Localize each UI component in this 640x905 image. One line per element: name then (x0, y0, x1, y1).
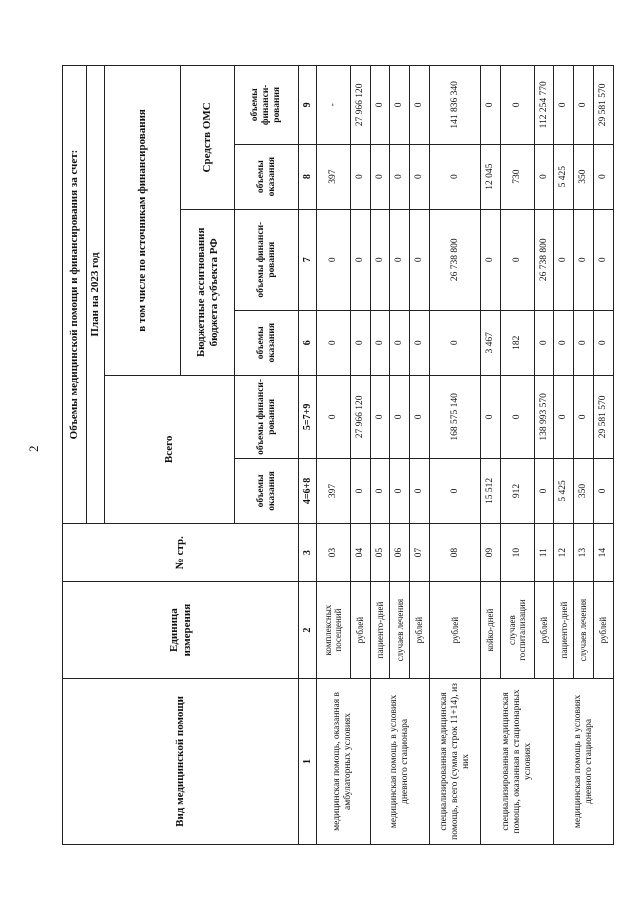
budget-financing-cell: 0 (481, 209, 501, 310)
oms-financing-cell: 0 (370, 66, 390, 145)
row-no-cell: 12 (554, 523, 574, 581)
index-cell: 4=6+8 (299, 458, 317, 523)
row-no-cell: 10 (500, 523, 534, 581)
total-financing-cell: 27 966 120 (350, 375, 370, 458)
index-cell: 8 (299, 144, 317, 209)
unit-cell: случаев лечения (574, 582, 594, 679)
index-cell: 6 (299, 310, 317, 375)
oms-financing-cell: 0 (481, 66, 501, 145)
oms-financing-cell: - (317, 66, 351, 145)
oms-provision-cell: 0 (390, 144, 410, 209)
oms-financing-cell: 29 581 570 (594, 66, 614, 145)
budget-provision-cell: 0 (594, 310, 614, 375)
oms-provision-cell: 5 425 (554, 144, 574, 209)
row-no-cell: 03 (317, 523, 351, 581)
oms-provision-cell: 0 (430, 144, 481, 209)
oms-financing-cell: 0 (574, 66, 594, 145)
oms-provision-cell: 12 045 (481, 144, 501, 209)
budget-financing-cell: 0 (554, 209, 574, 310)
budget-financing-cell: 0 (500, 209, 534, 310)
total-financing-cell: 0 (390, 375, 410, 458)
row-no-cell: 14 (594, 523, 614, 581)
total-provision-cell: 397 (317, 458, 351, 523)
total-provision-cell: 5 425 (554, 458, 574, 523)
row-no-cell: 06 (390, 523, 410, 581)
unit-cell: рублей (410, 582, 430, 679)
total-financing-cell: 0 (554, 375, 574, 458)
total-provision-cell: 0 (410, 458, 430, 523)
budget-provision-cell: 0 (317, 310, 351, 375)
budget-financing-cell: 26 738 800 (534, 209, 554, 310)
unit-cell: пациенто-дней (554, 582, 574, 679)
budget-financing-cell: 0 (410, 209, 430, 310)
total-provision-cell: 912 (500, 458, 534, 523)
oms-provision-cell: 0 (410, 144, 430, 209)
budget-provision-cell: 0 (410, 310, 430, 375)
budget-provision-cell: 0 (554, 310, 574, 375)
table-row (554, 66, 574, 845)
total-provision-cell: 350 (574, 458, 594, 523)
budget-provision-cell: 0 (534, 310, 554, 375)
unit-cell: случаев лечения (390, 582, 410, 679)
budget-provision-cell: 0 (390, 310, 410, 375)
header-budget: Бюджетные ассигнования бюджета субъекта РФ (181, 209, 235, 375)
header-oms: Средств ОМС (181, 66, 235, 210)
header-vol-provision-budget: объемы оказания (235, 310, 299, 375)
vid-cell: медицинская помощь в условиях дневного стационара (370, 678, 429, 844)
total-provision-cell: 0 (534, 458, 554, 523)
row-no-cell: 07 (410, 523, 430, 581)
table-row (430, 66, 481, 845)
oms-provision-cell: 0 (594, 144, 614, 209)
budget-provision-cell: 0 (574, 310, 594, 375)
oms-financing-cell: 0 (554, 66, 574, 145)
row-no-cell: 05 (370, 523, 390, 581)
header-vol-financing-budget: объемы финанси-рования (235, 209, 299, 310)
table-row (317, 66, 351, 845)
table-row (370, 66, 390, 845)
index-cell: 9 (299, 66, 317, 145)
row-no-cell: 08 (430, 523, 481, 581)
budget-provision-cell: 0 (370, 310, 390, 375)
budget-financing-cell: 0 (317, 209, 351, 310)
total-financing-cell: 138 993 570 (534, 375, 554, 458)
header-vid: Вид медицинской помощи (63, 678, 299, 844)
index-cell: 1 (299, 678, 317, 844)
header-unit: Единица измерения (63, 582, 299, 679)
vid-cell: специализированная медицинская помощь, всего (сумма строк 11+14), из них (430, 678, 481, 844)
index-cell: 7 (299, 209, 317, 310)
header-row-no: № стр. (63, 523, 299, 581)
total-financing-cell: 0 (410, 375, 430, 458)
total-financing-cell: 0 (317, 375, 351, 458)
total-financing-cell: 0 (500, 375, 534, 458)
oms-financing-cell: 0 (410, 66, 430, 145)
row-no-cell: 09 (481, 523, 501, 581)
total-provision-cell: 15 512 (481, 458, 501, 523)
header-total: Всего (105, 375, 235, 523)
unit-cell: рублей (534, 582, 554, 679)
row-no-cell: 04 (350, 523, 370, 581)
index-cell: 5=7+9 (299, 375, 317, 458)
table-row (481, 66, 501, 845)
vid-cell: специализированная медицинская помощь, оказанная в стационарных условиях (481, 678, 554, 844)
rotated-table-container (62, 65, 614, 845)
oms-provision-cell: 350 (574, 144, 594, 209)
budget-provision-cell: 182 (500, 310, 534, 375)
budget-provision-cell: 3 467 (481, 310, 501, 375)
header-vol-provision-total: объемы оказания (235, 458, 299, 523)
header-vol-provision-oms: объемы оказания (235, 144, 299, 209)
vid-cell: медицинская помощь, оказанная в амбулаторных условиях (317, 678, 371, 844)
oms-financing-cell: 27 966 120 (350, 66, 370, 145)
budget-financing-cell: 0 (574, 209, 594, 310)
oms-provision-cell: 0 (370, 144, 390, 209)
medical-volumes-table (62, 65, 614, 845)
budget-financing-cell: 0 (350, 209, 370, 310)
unit-cell: койко-дней (481, 582, 501, 679)
unit-cell: комплексных посещений (317, 582, 351, 679)
header-volumes: Объемы медицинской помощи и финансирования за счет: (63, 66, 87, 524)
total-provision-cell: 0 (350, 458, 370, 523)
total-financing-cell: 0 (481, 375, 501, 458)
total-provision-cell: 0 (594, 458, 614, 523)
budget-financing-cell: 0 (594, 209, 614, 310)
table-body (299, 66, 614, 845)
total-financing-cell: 29 581 570 (594, 375, 614, 458)
budget-financing-cell: 0 (390, 209, 410, 310)
header-vol-financing-total: объемы финанси-рования (235, 375, 299, 458)
budget-financing-cell: 26 738 800 (430, 209, 481, 310)
oms-provision-cell: 397 (317, 144, 351, 209)
oms-financing-cell: 141 836 340 (430, 66, 481, 145)
unit-cell: рублей (430, 582, 481, 679)
unit-cell: рублей (350, 582, 370, 679)
budget-provision-cell: 0 (350, 310, 370, 375)
index-cell: 2 (299, 582, 317, 679)
total-financing-cell: 168 575 140 (430, 375, 481, 458)
budget-financing-cell: 0 (370, 209, 390, 310)
oms-provision-cell: 0 (534, 144, 554, 209)
oms-financing-cell: 0 (500, 66, 534, 145)
unit-cell: пациенто-дней (370, 582, 390, 679)
oms-financing-cell: 0 (390, 66, 410, 145)
oms-provision-cell: 730 (500, 144, 534, 209)
unit-cell: рублей (594, 582, 614, 679)
index-cell: 3 (299, 523, 317, 581)
header-sources: в том числе по источникам финансирования (105, 66, 181, 376)
total-financing-cell: 0 (370, 375, 390, 458)
budget-provision-cell: 0 (430, 310, 481, 375)
total-provision-cell: 0 (430, 458, 481, 523)
row-no-cell: 13 (574, 523, 594, 581)
total-provision-cell: 0 (390, 458, 410, 523)
header-plan: План на 2023 год (87, 66, 105, 524)
total-provision-cell: 0 (370, 458, 390, 523)
header-vol-financing-oms: объемы финанси-рования (235, 66, 299, 145)
oms-provision-cell: 0 (350, 144, 370, 209)
page-number: 2 (26, 445, 41, 452)
row-no-cell: 11 (534, 523, 554, 581)
unit-cell: случаев госпитализации (500, 582, 534, 679)
oms-financing-cell: 112 254 770 (534, 66, 554, 145)
vid-cell: медицинская помощь в условиях дневного стационара (554, 678, 614, 844)
total-financing-cell: 0 (574, 375, 594, 458)
